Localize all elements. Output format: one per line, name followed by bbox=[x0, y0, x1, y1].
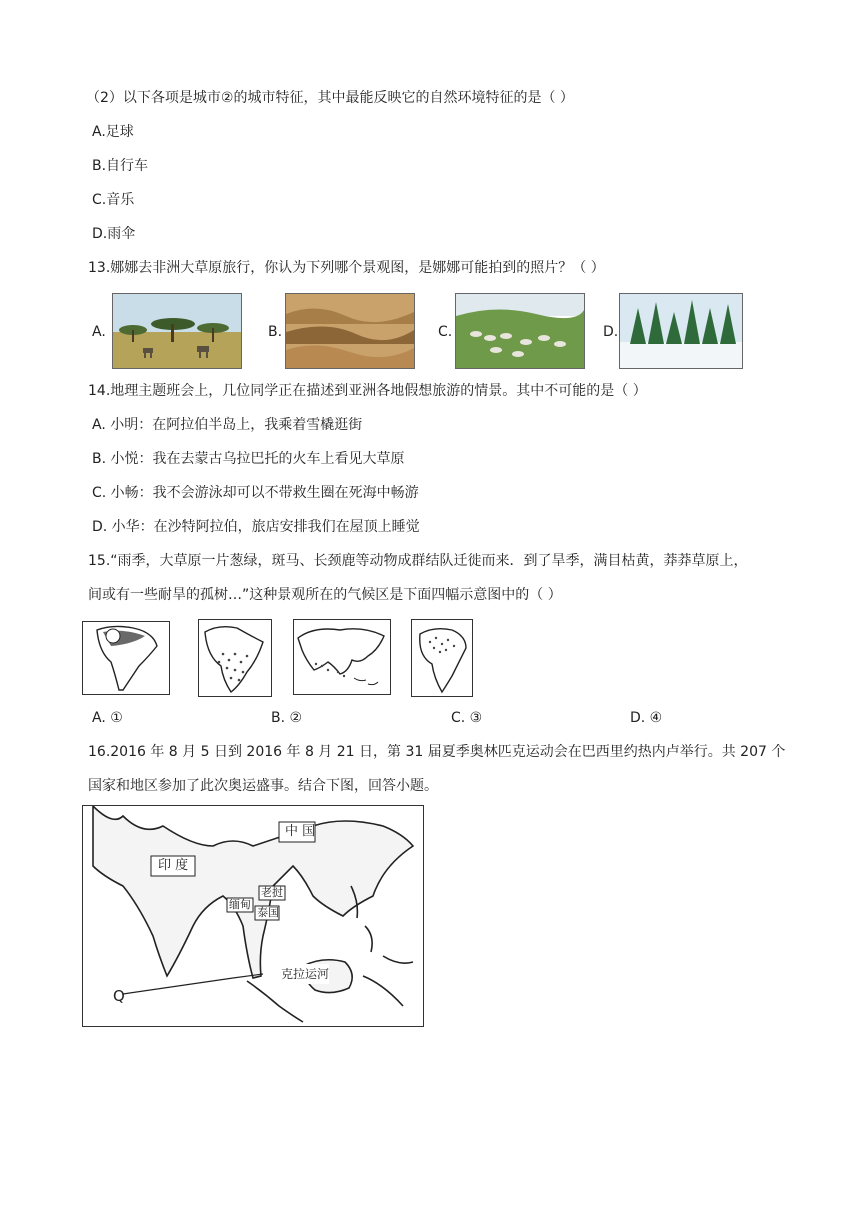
q15-option-d: D. ④ bbox=[630, 710, 663, 726]
q15-stem-line1: 15.“雨季，大草原一片葱绿，斑马、长颈鹿等动物成群结队迁徙而来．到了旱季，满目枯黄，莽莽草原上， bbox=[88, 553, 748, 569]
map-label-q: Q bbox=[113, 987, 125, 1005]
desert-photo bbox=[285, 293, 415, 369]
grassland-photo bbox=[455, 293, 585, 369]
q15-stem-line2: 间或有一些耐旱的孤树…”这种景观所在的气候区是下面四幅示意图中的（ ） bbox=[88, 587, 562, 603]
q15-option-c: C. ③ bbox=[451, 710, 483, 726]
q12-2-stem: （2）以下各项是城市②的城市特征，其中最能反映它的自然环境特征的是（ ） bbox=[86, 90, 574, 106]
savanna-photo bbox=[112, 293, 242, 369]
q13-stem: 13.娜娜去非洲大草原旅行，你认为下列哪个景观图，是娜娜可能拍到的照片？（ ） bbox=[88, 260, 605, 276]
q16-stem-line2: 国家和地区参加了此次奥运盛事。结合下图，回答小题。 bbox=[88, 778, 438, 794]
q14-stem: 14.地理主题班会上，几位同学正在描述到亚洲各地假想旅游的情景。其中不可能的是（ ） bbox=[88, 383, 647, 399]
q13-label-b: B. bbox=[268, 324, 283, 340]
q12-2-option-d: D.雨伞 bbox=[92, 226, 136, 242]
map-label-china: 中 国 bbox=[285, 824, 316, 839]
map-africa bbox=[198, 619, 272, 697]
q15-option-b: B. ② bbox=[271, 710, 303, 726]
southeast-asia-map bbox=[82, 805, 424, 1027]
q14-option-b: B. 小悦：我在去蒙古乌拉巴托的火车上看见大草原 bbox=[92, 451, 405, 467]
map-label-canal: 克拉运河 bbox=[281, 964, 329, 984]
map-north-africa bbox=[411, 619, 473, 697]
map-label-laos: 老挝 bbox=[261, 886, 283, 899]
q12-2-option-a: A.足球 bbox=[92, 124, 134, 140]
map-south-america bbox=[82, 621, 170, 695]
q13-label-a: A. bbox=[92, 324, 106, 340]
snow-forest-photo bbox=[619, 293, 743, 369]
q12-2-option-b: B.自行车 bbox=[92, 158, 149, 174]
map-label-thailand: 泰国 bbox=[257, 906, 279, 919]
q16-stem-line1: 16.2016 年 8 月 5 日到 2016 年 8 月 21 日，第 31 届夏季奥林匹克运动会在巴西里约热内卢举行。共 207 个 bbox=[88, 744, 786, 760]
map-label-myanmar: 缅甸 bbox=[229, 898, 251, 911]
q13-label-d: D. bbox=[603, 324, 619, 340]
q14-option-c: C. 小畅：我不会游泳却可以不带救生圈在死海中畅游 bbox=[92, 485, 419, 501]
q14-option-a: A. 小明：在阿拉伯半岛上，我乘着雪橇逛街 bbox=[92, 417, 363, 433]
map-label-india: 印 度 bbox=[158, 858, 189, 873]
q12-2-option-c: C.音乐 bbox=[92, 192, 135, 208]
map-asia bbox=[293, 619, 391, 695]
q15-option-a: A. ① bbox=[92, 710, 123, 726]
q14-option-d: D. 小华：在沙特阿拉伯，旅店安排我们在屋顶上睡觉 bbox=[92, 519, 420, 535]
q13-label-c: C. bbox=[438, 324, 453, 340]
